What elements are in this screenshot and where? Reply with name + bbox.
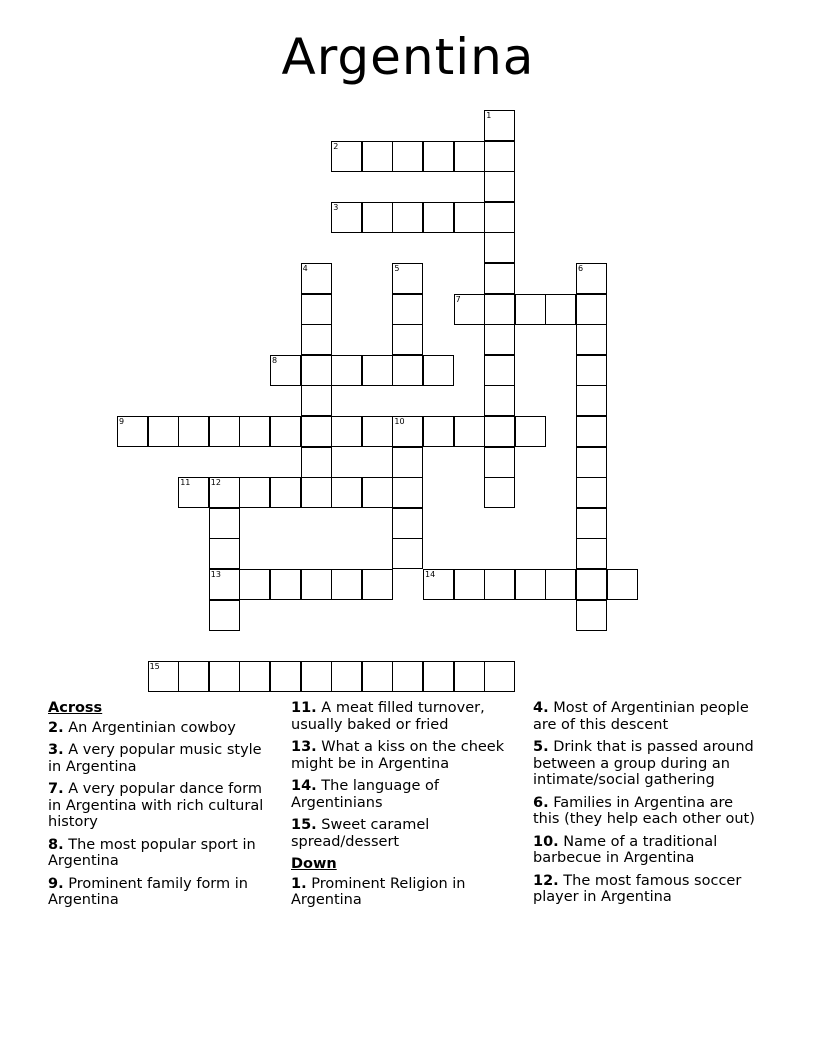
grid-cell[interactable] [301,661,332,692]
grid-cell[interactable] [270,477,301,508]
clue-across-13: 13. What a kiss on the cheek might be in Argentina [291,739,505,772]
clue-across-3: 3. A very popular music style in Argentina [48,742,262,775]
grid-cell[interactable] [576,324,607,355]
grid-cell[interactable] [331,202,362,233]
grid-cell[interactable] [515,294,546,325]
grid-cell[interactable] [423,202,454,233]
grid-cell[interactable] [362,355,393,386]
grid-cell[interactable] [301,324,332,355]
grid-cell[interactable] [484,416,515,447]
grid-cell[interactable] [392,355,423,386]
grid-cell[interactable] [545,294,576,325]
clue-across-11: 11. A meat filled turnover, usually baked or fried [291,700,485,733]
grid-cell[interactable] [423,141,454,172]
clue-number: 11 [180,478,191,488]
clue-number: 8 [272,355,278,365]
across-heading: Across [48,700,103,716]
grid-cell[interactable] [454,661,485,692]
grid-cell[interactable] [576,355,607,386]
grid-cell[interactable] [607,569,638,600]
grid-cell[interactable] [209,538,240,569]
clue-across-9: 9. Prominent family form in Argentina [48,875,248,908]
grid-cell[interactable] [423,569,454,600]
clues-column-2 [291,700,523,915]
grid-cell[interactable] [484,661,515,692]
grid-cell[interactable] [239,416,270,447]
grid-cell[interactable] [484,294,515,325]
grid-cell[interactable] [209,569,240,600]
grid-cell[interactable] [301,294,332,325]
grid-cell[interactable] [392,508,423,539]
grid-cell[interactable] [423,661,454,692]
grid-cell[interactable] [515,569,546,600]
grid-cell[interactable] [484,202,515,233]
grid-cell[interactable] [454,141,485,172]
grid-cell[interactable] [454,569,485,600]
clue-across-8: 8. The most popular sport in Argentina [48,836,256,869]
grid-cell[interactable] [209,477,240,508]
grid-cell[interactable] [331,661,362,692]
grid-cell[interactable] [362,477,393,508]
clue-across-14: 14. The language of Argentinians [291,778,439,811]
clue-number: 5 [394,264,400,273]
clue-number: 2 [333,141,339,151]
grid-cell[interactable] [178,477,209,508]
grid-cell[interactable] [301,477,332,508]
grid-cell[interactable] [209,416,240,447]
clue-number: 7 [455,294,461,304]
grid-cell[interactable] [484,355,515,386]
grid-cell[interactable] [270,569,301,600]
grid-cell[interactable] [423,416,454,447]
grid-cell[interactable] [270,661,301,692]
down-heading: Down [291,856,337,872]
grid-cell[interactable] [484,324,515,355]
grid-cell[interactable] [423,355,454,386]
grid-cell[interactable] [454,202,485,233]
grid-cell[interactable] [331,355,362,386]
clue-number: 10 [394,417,405,426]
grid-cell[interactable] [484,171,515,202]
clue-number: 3 [333,202,339,212]
clue-number: 1 [486,111,492,120]
grid-cell[interactable] [392,263,423,294]
grid-cell[interactable] [576,385,607,416]
grid-cell[interactable] [178,416,209,447]
grid-cell[interactable] [392,416,423,447]
grid-cell[interactable] [392,324,423,355]
page-title: Argentina [281,28,535,86]
grid-cell[interactable] [515,416,546,447]
grid-cell[interactable] [209,661,240,692]
grid-cell[interactable] [209,600,240,631]
clue-down-1: 1. Prominent Religion in Argentina [291,875,466,908]
grid-cell[interactable] [484,141,515,172]
clue-down-10: 10. Name of a traditional barbecue in Argentina [533,833,718,866]
grid-cell[interactable] [484,232,515,263]
grid-cell[interactable] [239,569,270,600]
clue-down-6: 6. Families in Argentina are this (they help each other out) [533,794,755,827]
grid-cell[interactable] [117,416,148,447]
grid-cell[interactable] [576,477,607,508]
grid-cell[interactable] [239,477,270,508]
grid-cell[interactable] [576,538,607,569]
grid-cell[interactable] [484,110,515,141]
grid-cell[interactable] [148,661,179,692]
grid-cell[interactable] [576,263,607,294]
clue-across-15: 15. Sweet caramel spread/dessert [291,817,430,850]
grid-cell[interactable] [301,385,332,416]
grid-cell[interactable] [209,508,240,539]
grid-cell[interactable] [301,263,332,294]
clue-down-12: 12. The most famous soccer player in Argentina [533,872,742,905]
clue-number: 13 [210,570,221,579]
grid-cell[interactable] [148,416,179,447]
clue-number: 4 [302,264,308,273]
grid-cell[interactable] [301,416,332,447]
grid-cell[interactable] [331,141,362,172]
clue-number: 12 [210,478,221,488]
grid-cell[interactable] [301,355,332,386]
grid-cell[interactable] [392,661,423,692]
grid-cell[interactable] [270,355,301,386]
clue-number: 6 [578,264,584,273]
grid-cell[interactable] [178,661,209,692]
grid-cell[interactable] [484,447,515,478]
clues-column-1 [48,700,278,915]
grid-cell[interactable] [239,661,270,692]
grid-cell[interactable] [484,477,515,508]
grid-cell[interactable] [576,416,607,447]
clues-column-3 [533,700,763,912]
grid-cell[interactable] [331,569,362,600]
clue-across-2: 2. An Argentinian cowboy [48,719,236,736]
grid-cell[interactable] [392,538,423,569]
grid-cell[interactable] [576,447,607,478]
grid-cell[interactable] [545,569,576,600]
grid-cell[interactable] [362,416,393,447]
grid-cell[interactable] [392,447,423,478]
grid-cell[interactable] [301,569,332,600]
grid-cell[interactable] [484,263,515,294]
clue-down-5: 5. Drink that is passed around between a group during an intimate/social gathering [533,739,754,788]
grid-cell[interactable] [392,294,423,325]
clue-across-7: 7. A very popular dance form in Argentina with rich cultural history [48,781,264,830]
grid-cell[interactable] [576,600,607,631]
grid-cell[interactable] [576,569,607,600]
grid-cell[interactable] [454,416,485,447]
grid-cell[interactable] [362,569,393,600]
clue-number: 15 [149,661,160,671]
grid-cell[interactable] [576,508,607,539]
grid-cell[interactable] [362,141,393,172]
grid-cell[interactable] [454,294,485,325]
grid-cell[interactable] [362,202,393,233]
grid-cell[interactable] [392,477,423,508]
grid-cell[interactable] [301,447,332,478]
grid-cell[interactable] [331,477,362,508]
grid-cell[interactable] [362,661,393,692]
grid-cell[interactable] [484,569,515,600]
grid-cell[interactable] [270,416,301,447]
grid-cell[interactable] [392,202,423,233]
clue-number: 14 [425,570,436,579]
grid-cell[interactable] [576,294,607,325]
grid-cell[interactable] [484,385,515,416]
clue-down-4: 4. Most of Argentinian people are of this descent [533,700,749,733]
grid-cell[interactable] [392,141,423,172]
grid-cell[interactable] [331,416,362,447]
clue-number: 9 [119,417,125,426]
